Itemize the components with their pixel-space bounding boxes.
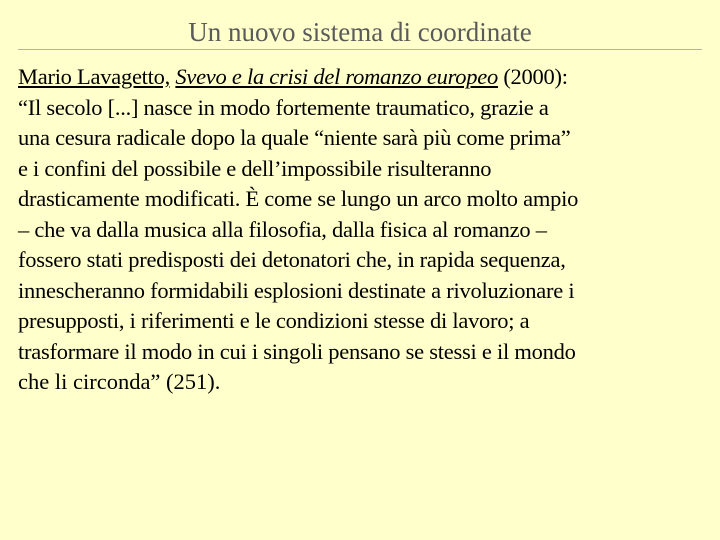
citation-year: (2000): [503, 64, 568, 89]
quote-line: innescheranno formidabili esplosioni destinate a rivoluzionare i [18, 277, 575, 303]
citation-work: Svevo e la crisi del romanzo europeo [175, 64, 498, 89]
quote-line: trasformare il modo in cui i singoli pensano se stessi e il mondo [18, 338, 576, 364]
citation-line [18, 62, 718, 93]
quote-body [18, 62, 718, 398]
quote-line: drasticamente modificati. È come se lungo un arco molto ampio [18, 186, 579, 211]
quote-line: una cesura radicale dopo la quale “niente sarà più come prima” [18, 125, 571, 150]
quote-line: – che va dalla musica alla filosofia, dalla fisica al romanzo – [18, 216, 547, 242]
quote-line: “Il secolo [...] nasce in modo fortemente traumatico, grazie a [18, 94, 549, 120]
quote-line: e i confini del possibile e dell’impossibile risulteranno [18, 155, 492, 181]
quote-line: che li circonda” (251). [18, 369, 221, 394]
quote-line: fossero stati predisposti dei detonatori che, in rapida sequenza, [18, 247, 566, 272]
citation-author: Mario Lavagetto, [18, 64, 170, 89]
slide-title: Un nuovo sistema di coordinate [188, 17, 532, 47]
quote-line: presupposti, i riferimenti e le condizioni stesse di lavoro; a [18, 308, 530, 333]
title-divider [18, 49, 702, 50]
